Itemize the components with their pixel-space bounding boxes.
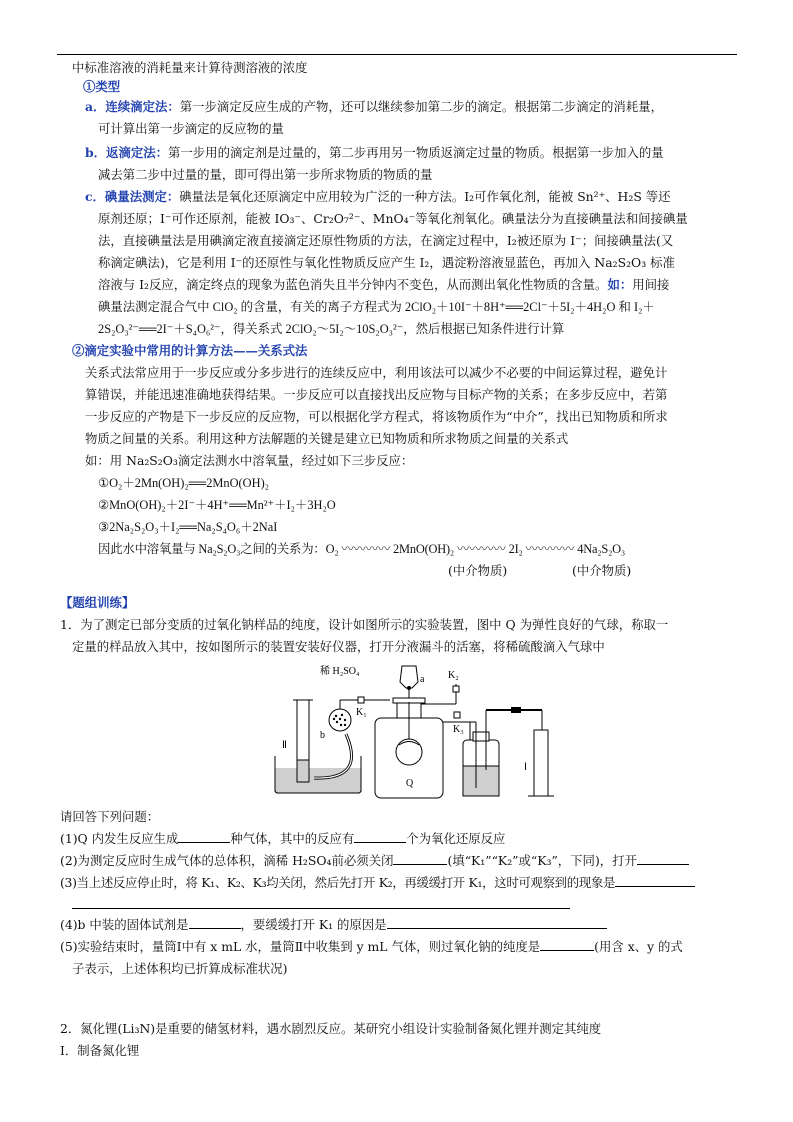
q1-line-1: 1．为了测定已部分变质的过氧化钠样品的纯度，设计如图所示的实验装置，图中 Q 为弹性良好的气球，称取一 — [60, 617, 669, 632]
item-c-text-5: 溶液与 I₂反应，滴定终点的现象为蓝色消失且半分钟内不变色，从而测出氧化性物质的含量。 — [98, 277, 608, 292]
part-2-text-a: (2)为测定反应时生成气体的总体积，滴稀 H₂SO₄前必须关闭 — [60, 853, 394, 868]
part-1-text-a: (1)Q 内发生反应生成 — [60, 831, 179, 846]
label-ii: Ⅱ — [282, 740, 287, 751]
intermediate-label-2: (中介物质) — [572, 563, 632, 578]
answer-blank-4[interactable] — [637, 852, 689, 865]
answer-blank-7[interactable] — [189, 916, 241, 929]
part-1-text-b: 种气体，其中的反应有 — [230, 831, 355, 846]
q1-prompt: 请回答下列问题： — [60, 809, 160, 824]
label-b: b — [320, 730, 325, 741]
answer-blank-8[interactable] — [387, 916, 607, 929]
relation-line-1: 关系式法常应用于一步反应或分多步进行的连续反应中，利用该法可以减少不必要的中间运算过程，避免计 — [85, 365, 668, 380]
reaction-3: ③2Na₂S₂O₃＋I₂══Na₂S₄O₆＋2NaI — [98, 520, 278, 534]
intro-text: 中标准溶液的消耗量来计算待测溶液的浓度 — [72, 60, 308, 75]
answer-blank-2[interactable] — [354, 830, 406, 843]
item-c-line-3: 法，直接碘量法是用碘滴定液直接滴定还原性物质的方法，在滴定过程中，I₂被还原为 I⁻；间接碘量法(又 — [98, 233, 674, 248]
answer-blank-5[interactable] — [615, 874, 695, 887]
q1-part-5-cont: 子表示，上述体积均已折算成标准状况) — [72, 961, 288, 976]
q1-part-1 — [60, 830, 505, 848]
label-i: Ⅰ — [524, 762, 527, 773]
item-c-label: c．碘量法测定： — [85, 189, 180, 204]
item-c-text-5-tail: 用间接 — [632, 277, 670, 292]
relation-heading: ②滴定实验中常用的计算方法——关系式法 — [72, 343, 308, 358]
item-a-line-1 — [85, 98, 663, 116]
label-k1: K₁ — [356, 707, 367, 718]
q1-line-2: 定量的样品放入其中，按如图所示的装置安装好仪器，打开分液漏斗的活塞，将稀硫酸滴入气球中 — [72, 639, 605, 654]
types-heading: ①类型 — [83, 79, 121, 94]
part-3-text: (3)当上述反应停止时，将 K₁、K₂、K₃均关闭，然后先打开 K₂，再缓缓打开 K₁，这时可观察到的现象是 — [60, 875, 616, 890]
acid-label: 稀 H₂SO₄ — [320, 666, 360, 677]
label-q: Q — [406, 778, 414, 789]
part-5-text-b: (用含 x、y 的式 — [594, 939, 683, 954]
part-2-text-b: (填“K₁”“K₂”或“K₃”，下同)，打开 — [447, 853, 637, 868]
part-5-text-a: (5)实验结束时，量筒Ⅰ中有 x mL 水，量筒Ⅱ中收集到 y mL 气体，则过氧化钠的纯度是 — [60, 939, 541, 954]
label-a: a — [420, 674, 425, 685]
q1-part-3 — [60, 874, 695, 892]
item-b-text: 第一步用的滴定剂是过量的，第二步再用另一物质返滴定过量的物质。根据第一步加入的量 — [168, 145, 664, 160]
part-4-text-a: (4)b 中装的固体试剂是 — [60, 917, 189, 932]
answer-blank-6[interactable] — [72, 896, 570, 909]
training-heading: 【题组训练】 — [60, 595, 135, 610]
item-a-line-2: 可计算出第一步滴定的反应物的量 — [98, 121, 284, 136]
q1-part-2 — [60, 852, 689, 870]
reaction-1: ①O₂＋2Mn(OH)₂══2MnO(OH)₂ — [98, 476, 270, 490]
item-b-label: b．返滴定法： — [85, 145, 169, 160]
answer-blank-3[interactable] — [393, 852, 447, 865]
item-b-line-2: 减去第二步中过量的量，即可得出第一步所求物质的物质的量 — [98, 167, 433, 182]
q1-part-5 — [60, 938, 683, 956]
part-4-text-b: ，要缓缓打开 K₁ 的原因是 — [240, 917, 387, 932]
item-c-line-6: 碘量法测定混合气中 ClO₂ 的含量，有关的离子方程式为 2ClO₂＋10I⁻＋8H⁺══2Cl⁻＋5I₂＋4H₂O 和 I₂＋ — [98, 300, 655, 314]
answer-blank-1[interactable] — [178, 830, 230, 843]
relation-line-4: 物质之间量的关系。利用这种方法解题的关键是建立已知物质和所求物质之间量的关系式 — [85, 431, 569, 446]
header-rule — [57, 54, 737, 55]
item-c-text: 碘量法是氧化还原滴定中应用较为广泛的一种方法。I₂可作氧化剂，能被 Sn²⁺、H₂S 等还 — [179, 189, 671, 204]
relation-line-2: 算错误，并能迅速准确地获得结果。一步反应可以直接找出反应物与目标产物的关系；在多步反应中，若第 — [85, 387, 668, 402]
item-c-line-1 — [85, 188, 671, 206]
item-a-label: a．连续滴定法： — [85, 99, 180, 114]
apparatus-diagram — [270, 660, 570, 802]
part-1-text-c: 个为氧化还原反应 — [406, 831, 506, 846]
item-c-line-2: 原剂还原；I⁻可作还原剂，能被 IO₃⁻、Cr₂O₇²⁻、MnO₄⁻等氧化剂氧化。碘量法分为直接碘量法和间接碘量 — [98, 211, 688, 226]
item-c-line-4: 称滴定碘法)，它是利用 I⁻的还原性与氧化性物质反应产生 I₂，遇淀粉溶液显蓝色，再加入 Na₂S₂O₃ 标准 — [98, 255, 675, 270]
item-c-line-5 — [98, 276, 669, 294]
relation-line-3: 一步反应的产物是下一步反应的反应物，可以根据化学方程式，将该物质作为“中介”，找出已知物质和所求 — [85, 409, 668, 424]
item-c-line-7: 2S₂O₃²⁻══2I⁻＋S₄O₆²⁻，得关系式 2ClO₂～5I₂～10S₂O₃²⁻，然后根据已知条件进行计算 — [98, 322, 565, 336]
q2-line-1: 2．氮化锂(Li₃N)是重要的储氢材料，遇水剧烈反应。某研究小组设计实验制备氮化锂并测定其纯度 — [60, 1021, 602, 1036]
example-label: 如： — [607, 277, 633, 292]
q2-line-2: Ⅰ．制备氮化锂 — [60, 1043, 140, 1058]
label-k3: K₃ — [453, 724, 464, 735]
item-b-line-1 — [85, 144, 664, 162]
label-k2: K₂ — [448, 670, 459, 681]
item-a-text: 第一步滴定反应生成的产物，还可以继续参加第二步的滴定。根据第二步滴定的消耗量， — [179, 99, 663, 114]
relation-chain: 因此水中溶氧量与 Na₂S₂O₃之间的关系为：O₂ 〰〰〰〰 2MnO(OH)₂ 〰〰〰〰 2I₂ 〰〰〰〰 4Na₂S₂O₃ — [98, 542, 626, 556]
q1-part-4 — [60, 916, 607, 934]
relation-example: 如：用 Na₂S₂O₃滴定法测水中溶氧量，经过如下三步反应： — [85, 453, 414, 468]
intermediate-label-1: (中介物质) — [448, 563, 508, 578]
reaction-2: ②MnO(OH)₂＋2I⁻＋4H⁺══Mn²⁺＋I₂＋3H₂O — [98, 498, 336, 512]
answer-blank-9[interactable] — [540, 938, 594, 951]
